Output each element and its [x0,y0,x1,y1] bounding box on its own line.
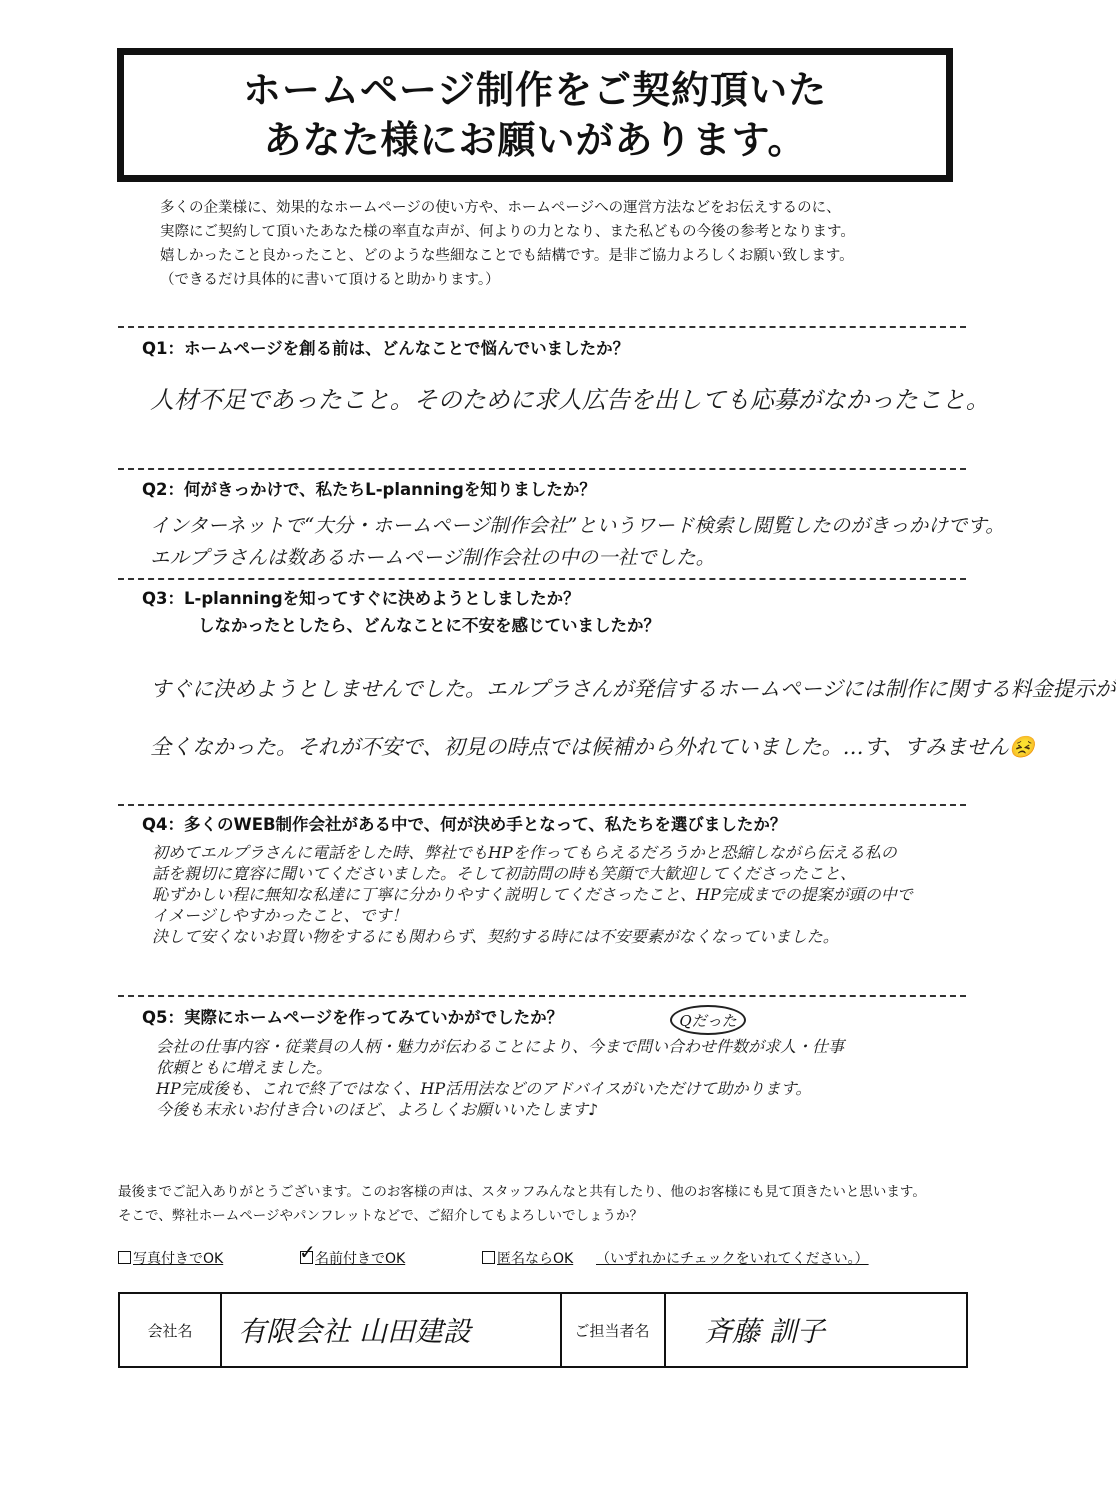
answer-line: 話を親切に寛容に聞いてくださいました。そして初訪問の時も笑顔で大歓迎してくださったこと、 [152,864,857,883]
checkbox-name[interactable] [300,1251,313,1264]
answer-line: 決して安くないお買い物をするにも関わらず、契約する時には不安要素がなくなっていました。 [152,927,839,946]
consent-anon-label: 匿名ならOK [497,1251,574,1267]
consent-instruction: （いずれかにチェックをいれてください。） [596,1251,869,1267]
contact-value: 斉藤 訓子 [704,1315,825,1348]
consent-anonymous[interactable] [482,1248,573,1268]
divider [118,468,966,470]
intro-line: （できるだけ具体的に書いて頂けると助かります。） [160,272,500,288]
answer-line: 今後も末永いお付き合いのほど、よろしくお願いいたします♪ [156,1100,599,1119]
divider [118,326,966,328]
contact-label: ご担当者名 [574,1321,650,1340]
answer-line: 依頼ともに増えました。 [156,1058,333,1077]
header-title-line1: ホームページ制作をご契約頂いた [242,68,828,112]
consent-options [118,1248,968,1274]
question-2: Q2：何がきっかけで、私たちL-planningを知りましたか？ [142,480,596,499]
consent-photo-label: 写真付きでOK [133,1251,224,1267]
question-4: Q4：多くのWEB制作会社がある中で、何が決め手となって、私たちを選びましたか？ [142,815,787,834]
answer-line: 会社の仕事内容・従業員の人柄・魅力が伝わることにより、今まで問い合わせ件数が求人・仕事 [156,1037,845,1056]
company-value: 有限会社 山田建設 [238,1315,471,1348]
intro-line: 多くの企業様に、効果的なホームページの使い方や、ホームページへの運営方法などをお伝えするのに、 [160,200,841,216]
consent-name[interactable] [300,1248,405,1268]
answer-line: 人材不足であったこと。そのために求人広告を出しても応募がなかったこと。 [150,386,990,414]
answer-line: すぐに決めようとしませんでした。エルプラさんが発信するホームページには制作に関する料金提示が [150,677,1116,701]
closing-text [118,1180,968,1228]
info-table [118,1292,968,1368]
question-3-line2: しなかったとしたら、どんなことに不安を感じていましたか？ [198,616,660,635]
checkbox-photo[interactable] [118,1251,131,1264]
answer-4 [152,842,972,947]
closing-line: そこで、弊社ホームページやパンフレットなどで、ご紹介してもよろしいでしょうか？ [118,1208,644,1224]
answer-line: 初めてエルプラさんに電話をした時、弊社でもHPを作ってもらえるだろうかと恐縮しながら伝える私の [152,843,897,862]
header-title-line2: あなた様にお願いがあります。 [263,118,807,162]
answer-line: エルプラさんは数あるホームページ制作会社の中の一社でした。 [150,546,716,569]
checkbox-anonymous[interactable] [482,1251,495,1264]
intro-text [160,196,940,292]
question-3-line1: Q3：L-planningを知ってすぐに決めようとしましたか？ [142,589,580,608]
company-label: 会社名 [147,1321,193,1340]
intro-line: 嬉しかったこと良かったこと、どのような些細なことでも結構です。是非ご協力よろしくお願い致します。 [160,248,854,264]
circled-note: Qだった [670,1005,746,1035]
closing-line: 最後までご記入ありがとうございます。このお客様の声は、スタッフみんなと共有したり、他のお客様にも見て頂きたいと思います。 [118,1184,926,1200]
divider [118,578,966,580]
divider [118,804,966,806]
answer-line: HP完成後も、これで終了ではなく、HP活用法などのアドバイスがいただけて助かります。 [156,1079,812,1098]
question-1: Q1：ホームページを創る前は、どんなことで悩んでいましたか？ [142,339,630,358]
answer-line: インターネットで“大分・ホームページ制作会社”というワード検索し閲覧したのがきっかけです。 [150,514,1005,537]
answer-5 [156,1036,976,1120]
answer-line: イメージしやすかったこと、です！ [152,906,408,925]
question-5: Q5：実際にホームページを作ってみていかがでしたか？ [142,1008,564,1027]
intro-line: 実際にご契約して頂いたあなた様の率直な声が、何よりの力となり、また私どもの今後の参考となります。 [160,224,855,240]
consent-photo[interactable] [118,1248,223,1268]
answer-3 [150,660,1116,776]
answer-2 [150,510,1005,574]
answer-line: 全くなかった。それが不安で、初見の時点では候補から外れていました。…す、すみません😣 [150,735,1036,759]
divider [118,995,966,997]
answer-line: 恥ずかしい程に無知な私達に丁寧に分かりやすく説明してくださったこと、HP完成までの提案が頭の中で [152,885,913,904]
answer-1 [150,380,990,420]
consent-name-label: 名前付きでOK [315,1251,406,1267]
header-title-box [117,48,953,182]
